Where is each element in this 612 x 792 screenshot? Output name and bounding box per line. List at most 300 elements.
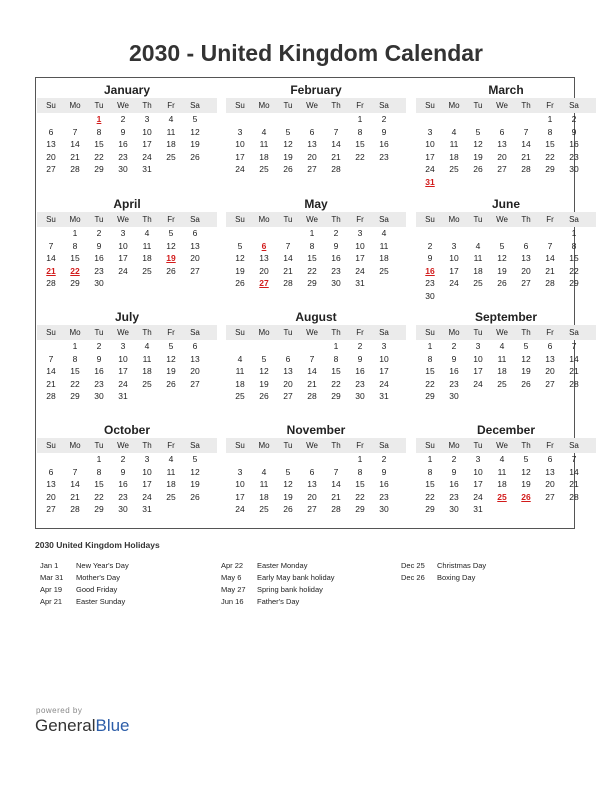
day-cell[interactable]: 2 bbox=[381, 454, 387, 464]
day-cell[interactable]: 1 bbox=[571, 228, 577, 238]
day-cell[interactable]: 15 bbox=[70, 253, 80, 263]
day-cell[interactable]: 17 bbox=[142, 139, 152, 149]
day-cell[interactable]: 17 bbox=[379, 366, 389, 376]
day-cell[interactable]: 5 bbox=[285, 126, 291, 137]
day-cell[interactable]: 26 bbox=[283, 164, 293, 174]
day-cell[interactable]: 13 bbox=[283, 366, 293, 376]
day-cell[interactable]: 23 bbox=[355, 378, 365, 389]
day-cell[interactable]: 7 bbox=[571, 341, 577, 351]
day-cell[interactable]: 14 bbox=[70, 139, 80, 149]
day-cell[interactable]: 17 bbox=[425, 151, 435, 162]
day-cell[interactable]: 20 bbox=[259, 265, 269, 276]
day-cell[interactable]: 1 bbox=[357, 454, 363, 464]
day-cell[interactable]: 13 bbox=[46, 479, 56, 489]
day-cell[interactable]: 1 bbox=[427, 341, 433, 351]
day-cell[interactable]: 27 bbox=[545, 378, 555, 389]
day-cell[interactable]: 8 bbox=[571, 240, 577, 251]
day-cell[interactable]: 22 bbox=[425, 378, 435, 389]
day-cell[interactable]: 25 bbox=[259, 164, 269, 174]
day-cell[interactable]: 16 bbox=[425, 265, 435, 276]
day-cell[interactable]: 7 bbox=[285, 240, 291, 251]
day-cell[interactable]: 13 bbox=[259, 253, 269, 263]
day-cell[interactable]: 29 bbox=[94, 164, 104, 174]
day-cell[interactable]: 8 bbox=[547, 126, 553, 137]
day-cell[interactable]: 17 bbox=[118, 366, 128, 376]
day-cell[interactable]: 21 bbox=[545, 265, 555, 276]
day-cell[interactable]: 26 bbox=[283, 504, 293, 514]
day-cell[interactable]: 25 bbox=[142, 265, 152, 276]
day-cell[interactable]: 24 bbox=[473, 491, 483, 502]
day-cell[interactable]: 7 bbox=[309, 353, 315, 364]
day-cell[interactable]: 5 bbox=[192, 454, 198, 464]
day-cell[interactable]: 2 bbox=[96, 228, 102, 238]
day-cell[interactable]: 19 bbox=[497, 265, 507, 276]
day-cell[interactable]: 15 bbox=[425, 366, 435, 376]
day-cell[interactable]: 6 bbox=[192, 228, 198, 238]
brand-logo[interactable] bbox=[35, 716, 130, 736]
day-cell[interactable]: 15 bbox=[545, 139, 555, 149]
day-cell[interactable]: 5 bbox=[192, 114, 198, 124]
day-cell[interactable]: 6 bbox=[261, 240, 267, 251]
day-cell[interactable]: 29 bbox=[425, 504, 435, 514]
day-cell[interactable]: 11 bbox=[497, 466, 507, 477]
day-cell[interactable]: 4 bbox=[475, 240, 481, 251]
day-cell[interactable]: 10 bbox=[118, 240, 128, 251]
day-cell[interactable]: 2 bbox=[571, 114, 577, 124]
day-cell[interactable]: 9 bbox=[451, 466, 457, 477]
day-cell[interactable]: 9 bbox=[427, 253, 433, 263]
day-cell[interactable]: 15 bbox=[569, 253, 579, 263]
day-cell[interactable]: 8 bbox=[427, 466, 433, 477]
day-cell[interactable]: 7 bbox=[523, 126, 529, 137]
day-cell[interactable]: 22 bbox=[94, 151, 104, 162]
day-cell[interactable]: 12 bbox=[259, 366, 269, 376]
day-cell[interactable]: 3 bbox=[237, 126, 243, 137]
day-cell[interactable]: 19 bbox=[190, 479, 200, 489]
day-cell[interactable]: 11 bbox=[449, 139, 459, 149]
day-cell[interactable]: 18 bbox=[473, 265, 483, 276]
day-cell[interactable]: 7 bbox=[48, 353, 54, 364]
day-cell[interactable]: 27 bbox=[259, 278, 269, 288]
day-cell[interactable]: 19 bbox=[283, 491, 293, 502]
day-cell[interactable]: 14 bbox=[331, 479, 341, 489]
day-cell[interactable]: 14 bbox=[46, 253, 56, 263]
day-cell[interactable]: 2 bbox=[333, 228, 339, 238]
day-cell[interactable]: 23 bbox=[569, 151, 579, 162]
day-cell[interactable]: 3 bbox=[144, 454, 150, 464]
day-cell[interactable]: 25 bbox=[235, 391, 245, 401]
day-cell[interactable]: 1 bbox=[72, 228, 78, 238]
day-cell[interactable]: 23 bbox=[379, 151, 389, 162]
day-cell[interactable]: 21 bbox=[70, 151, 80, 162]
day-cell[interactable]: 20 bbox=[307, 491, 317, 502]
day-cell[interactable]: 20 bbox=[545, 366, 555, 376]
day-cell[interactable]: 10 bbox=[473, 353, 483, 364]
day-cell[interactable]: 31 bbox=[473, 504, 483, 514]
day-cell[interactable]: 1 bbox=[547, 114, 553, 124]
day-cell[interactable]: 10 bbox=[235, 479, 245, 489]
day-cell[interactable]: 18 bbox=[497, 366, 507, 376]
day-cell[interactable]: 5 bbox=[475, 126, 481, 137]
day-cell[interactable]: 19 bbox=[166, 253, 176, 263]
day-cell[interactable]: 27 bbox=[190, 378, 200, 389]
day-cell[interactable]: 27 bbox=[190, 265, 200, 276]
day-cell[interactable]: 19 bbox=[473, 151, 483, 162]
day-cell[interactable]: 3 bbox=[475, 341, 481, 351]
day-cell[interactable]: 29 bbox=[425, 391, 435, 401]
day-cell[interactable]: 16 bbox=[569, 139, 579, 149]
day-cell[interactable]: 12 bbox=[473, 139, 483, 149]
day-cell[interactable]: 4 bbox=[144, 228, 150, 238]
day-cell[interactable]: 5 bbox=[237, 240, 243, 251]
day-cell[interactable]: 23 bbox=[449, 491, 459, 502]
day-cell[interactable]: 13 bbox=[545, 353, 555, 364]
day-cell[interactable]: 4 bbox=[144, 341, 150, 351]
day-cell[interactable]: 27 bbox=[521, 278, 531, 288]
day-cell[interactable]: 31 bbox=[355, 278, 365, 288]
day-cell[interactable]: 11 bbox=[259, 139, 269, 149]
day-cell[interactable]: 21 bbox=[283, 265, 293, 276]
day-cell[interactable]: 2 bbox=[451, 341, 457, 351]
day-cell[interactable]: 20 bbox=[497, 151, 507, 162]
day-cell[interactable]: 26 bbox=[235, 278, 245, 288]
day-cell[interactable]: 15 bbox=[425, 479, 435, 489]
day-cell[interactable]: 25 bbox=[449, 164, 459, 174]
day-cell[interactable]: 9 bbox=[120, 126, 126, 137]
day-cell[interactable]: 25 bbox=[473, 278, 483, 288]
day-cell[interactable]: 8 bbox=[357, 126, 363, 137]
day-cell[interactable]: 9 bbox=[381, 466, 387, 477]
day-cell[interactable]: 1 bbox=[96, 114, 102, 124]
day-cell[interactable]: 11 bbox=[166, 466, 176, 477]
day-cell[interactable]: 8 bbox=[333, 353, 339, 364]
day-cell[interactable]: 24 bbox=[235, 504, 245, 514]
day-cell[interactable]: 20 bbox=[190, 253, 200, 263]
day-cell[interactable]: 18 bbox=[142, 366, 152, 376]
day-cell[interactable]: 21 bbox=[307, 378, 317, 389]
day-cell[interactable]: 30 bbox=[449, 504, 459, 514]
day-cell[interactable]: 8 bbox=[96, 126, 102, 137]
day-cell[interactable]: 18 bbox=[142, 253, 152, 263]
day-cell[interactable]: 29 bbox=[70, 278, 80, 288]
day-cell[interactable]: 12 bbox=[521, 466, 531, 477]
day-cell[interactable]: 17 bbox=[235, 151, 245, 162]
day-cell[interactable]: 1 bbox=[427, 454, 433, 464]
day-cell[interactable]: 13 bbox=[497, 139, 507, 149]
day-cell[interactable]: 7 bbox=[571, 454, 577, 464]
day-cell[interactable]: 10 bbox=[473, 466, 483, 477]
day-cell[interactable]: 27 bbox=[545, 491, 555, 502]
day-cell[interactable]: 9 bbox=[96, 240, 102, 251]
day-cell[interactable]: 8 bbox=[357, 466, 363, 477]
day-cell[interactable]: 25 bbox=[166, 491, 176, 502]
day-cell[interactable]: 12 bbox=[166, 353, 176, 364]
day-cell[interactable]: 25 bbox=[142, 378, 152, 389]
day-cell[interactable]: 17 bbox=[235, 491, 245, 502]
day-cell[interactable]: 24 bbox=[142, 151, 152, 162]
day-cell[interactable]: 28 bbox=[521, 164, 531, 174]
day-cell[interactable]: 28 bbox=[283, 278, 293, 288]
day-cell[interactable]: 22 bbox=[307, 265, 317, 276]
day-cell[interactable]: 6 bbox=[547, 341, 553, 351]
day-cell[interactable]: 11 bbox=[142, 240, 152, 251]
day-cell[interactable]: 17 bbox=[355, 253, 365, 263]
day-cell[interactable]: 23 bbox=[425, 278, 435, 288]
day-cell[interactable]: 5 bbox=[168, 341, 174, 351]
day-cell[interactable]: 11 bbox=[166, 126, 176, 137]
day-cell[interactable]: 3 bbox=[237, 466, 243, 477]
day-cell[interactable]: 29 bbox=[331, 391, 341, 401]
day-cell[interactable]: 28 bbox=[70, 164, 80, 174]
day-cell[interactable]: 4 bbox=[499, 454, 505, 464]
day-cell[interactable]: 15 bbox=[307, 253, 317, 263]
day-cell[interactable]: 4 bbox=[237, 353, 243, 364]
day-cell[interactable]: 11 bbox=[142, 353, 152, 364]
day-cell[interactable]: 4 bbox=[381, 228, 387, 238]
day-cell[interactable]: 5 bbox=[523, 454, 529, 464]
day-cell[interactable]: 2 bbox=[120, 114, 126, 124]
day-cell[interactable]: 30 bbox=[331, 278, 341, 288]
day-cell[interactable]: 6 bbox=[523, 240, 529, 251]
day-cell[interactable]: 21 bbox=[46, 378, 56, 389]
day-cell[interactable]: 23 bbox=[379, 491, 389, 502]
day-cell[interactable]: 14 bbox=[46, 366, 56, 376]
day-cell[interactable]: 5 bbox=[523, 341, 529, 351]
day-cell[interactable]: 29 bbox=[70, 391, 80, 401]
day-cell[interactable]: 4 bbox=[261, 466, 267, 477]
day-cell[interactable]: 22 bbox=[355, 491, 365, 502]
day-cell[interactable]: 22 bbox=[355, 151, 365, 162]
day-cell[interactable]: 9 bbox=[571, 126, 577, 137]
day-cell[interactable]: 27 bbox=[307, 504, 317, 514]
day-cell[interactable]: 14 bbox=[331, 139, 341, 149]
day-cell[interactable]: 10 bbox=[142, 126, 152, 137]
day-cell[interactable]: 26 bbox=[521, 491, 531, 502]
day-cell[interactable]: 1 bbox=[96, 454, 102, 464]
day-cell[interactable]: 18 bbox=[259, 151, 269, 162]
day-cell[interactable]: 28 bbox=[331, 504, 341, 514]
day-cell[interactable]: 15 bbox=[70, 366, 80, 376]
day-cell[interactable]: 16 bbox=[379, 139, 389, 149]
day-cell[interactable]: 23 bbox=[331, 265, 341, 276]
day-cell[interactable]: 2 bbox=[451, 454, 457, 464]
day-cell[interactable]: 3 bbox=[381, 341, 387, 351]
day-cell[interactable]: 7 bbox=[333, 466, 339, 477]
day-cell[interactable]: 8 bbox=[96, 466, 102, 477]
day-cell[interactable]: 26 bbox=[497, 278, 507, 288]
day-cell[interactable]: 30 bbox=[118, 164, 128, 174]
day-cell[interactable]: 7 bbox=[72, 126, 78, 137]
day-cell[interactable]: 21 bbox=[569, 479, 579, 489]
day-cell[interactable]: 10 bbox=[118, 353, 128, 364]
day-cell[interactable]: 24 bbox=[425, 164, 435, 174]
day-cell[interactable]: 10 bbox=[355, 240, 365, 251]
day-cell[interactable]: 15 bbox=[355, 479, 365, 489]
day-cell[interactable]: 24 bbox=[142, 491, 152, 502]
day-cell[interactable]: 27 bbox=[283, 391, 293, 401]
day-cell[interactable]: 16 bbox=[118, 139, 128, 149]
day-cell[interactable]: 30 bbox=[94, 278, 104, 288]
day-cell[interactable]: 20 bbox=[307, 151, 317, 162]
day-cell[interactable]: 22 bbox=[545, 151, 555, 162]
day-cell[interactable]: 6 bbox=[48, 126, 54, 137]
day-cell[interactable]: 2 bbox=[120, 454, 126, 464]
day-cell[interactable]: 17 bbox=[449, 265, 459, 276]
day-cell[interactable]: 18 bbox=[497, 479, 507, 489]
day-cell[interactable]: 6 bbox=[309, 126, 315, 137]
day-cell[interactable]: 20 bbox=[46, 151, 56, 162]
day-cell[interactable]: 9 bbox=[120, 466, 126, 477]
day-cell[interactable]: 25 bbox=[259, 504, 269, 514]
day-cell[interactable]: 3 bbox=[357, 228, 363, 238]
day-cell[interactable]: 9 bbox=[333, 240, 339, 251]
day-cell[interactable]: 20 bbox=[46, 491, 56, 502]
day-cell[interactable]: 3 bbox=[120, 228, 126, 238]
day-cell[interactable]: 5 bbox=[261, 353, 267, 364]
day-cell[interactable]: 12 bbox=[190, 126, 200, 137]
day-cell[interactable]: 21 bbox=[46, 265, 56, 276]
day-cell[interactable]: 4 bbox=[451, 126, 457, 137]
day-cell[interactable]: 16 bbox=[118, 479, 128, 489]
day-cell[interactable]: 2 bbox=[96, 341, 102, 351]
day-cell[interactable]: 4 bbox=[499, 341, 505, 351]
day-cell[interactable]: 10 bbox=[425, 139, 435, 149]
day-cell[interactable]: 22 bbox=[94, 491, 104, 502]
day-cell[interactable]: 14 bbox=[545, 253, 555, 263]
day-cell[interactable]: 7 bbox=[48, 240, 54, 251]
day-cell[interactable]: 16 bbox=[355, 366, 365, 376]
day-cell[interactable]: 9 bbox=[357, 353, 363, 364]
day-cell[interactable]: 25 bbox=[379, 265, 389, 276]
day-cell[interactable]: 30 bbox=[379, 504, 389, 514]
day-cell[interactable]: 4 bbox=[168, 114, 174, 124]
day-cell[interactable]: 25 bbox=[497, 378, 507, 389]
day-cell[interactable]: 24 bbox=[449, 278, 459, 288]
day-cell[interactable]: 30 bbox=[94, 391, 104, 401]
day-cell[interactable]: 15 bbox=[94, 479, 104, 489]
day-cell[interactable]: 20 bbox=[190, 366, 200, 376]
day-cell[interactable]: 9 bbox=[381, 126, 387, 137]
day-cell[interactable]: 3 bbox=[427, 126, 433, 137]
day-cell[interactable]: 20 bbox=[521, 265, 531, 276]
day-cell[interactable]: 15 bbox=[331, 366, 341, 376]
day-cell[interactable]: 1 bbox=[72, 341, 78, 351]
day-cell[interactable]: 14 bbox=[569, 353, 579, 364]
day-cell[interactable]: 27 bbox=[307, 164, 317, 174]
day-cell[interactable]: 18 bbox=[449, 151, 459, 162]
day-cell[interactable]: 12 bbox=[235, 253, 245, 263]
day-cell[interactable]: 30 bbox=[449, 391, 459, 401]
day-cell[interactable]: 26 bbox=[521, 378, 531, 389]
day-cell[interactable]: 24 bbox=[473, 378, 483, 389]
day-cell[interactable]: 23 bbox=[449, 378, 459, 389]
day-cell[interactable]: 10 bbox=[449, 253, 459, 263]
day-cell[interactable]: 12 bbox=[190, 466, 200, 477]
day-cell[interactable]: 19 bbox=[166, 366, 176, 376]
day-cell[interactable]: 16 bbox=[449, 366, 459, 376]
day-cell[interactable]: 27 bbox=[497, 164, 507, 174]
day-cell[interactable]: 23 bbox=[94, 265, 104, 276]
day-cell[interactable]: 26 bbox=[473, 164, 483, 174]
day-cell[interactable]: 22 bbox=[331, 378, 341, 389]
day-cell[interactable]: 26 bbox=[190, 491, 200, 502]
day-cell[interactable]: 28 bbox=[545, 278, 555, 288]
day-cell[interactable]: 24 bbox=[235, 164, 245, 174]
day-cell[interactable]: 6 bbox=[48, 466, 54, 477]
day-cell[interactable]: 6 bbox=[285, 353, 291, 364]
day-cell[interactable]: 12 bbox=[166, 240, 176, 251]
day-cell[interactable]: 12 bbox=[283, 139, 293, 149]
day-cell[interactable]: 14 bbox=[307, 366, 317, 376]
day-cell[interactable]: 19 bbox=[190, 139, 200, 149]
day-cell[interactable]: 29 bbox=[307, 278, 317, 288]
day-cell[interactable]: 29 bbox=[355, 504, 365, 514]
day-cell[interactable]: 18 bbox=[235, 378, 245, 389]
day-cell[interactable]: 11 bbox=[379, 240, 389, 251]
day-cell[interactable]: 29 bbox=[94, 504, 104, 514]
day-cell[interactable]: 28 bbox=[70, 504, 80, 514]
day-cell[interactable]: 19 bbox=[521, 366, 531, 376]
day-cell[interactable]: 21 bbox=[331, 151, 341, 162]
day-cell[interactable]: 7 bbox=[547, 240, 553, 251]
day-cell[interactable]: 13 bbox=[521, 253, 531, 263]
day-cell[interactable]: 17 bbox=[473, 479, 483, 489]
day-cell[interactable]: 28 bbox=[46, 391, 56, 401]
day-cell[interactable]: 17 bbox=[473, 366, 483, 376]
day-cell[interactable]: 28 bbox=[569, 491, 579, 502]
day-cell[interactable]: 20 bbox=[545, 479, 555, 489]
day-cell[interactable]: 19 bbox=[521, 479, 531, 489]
day-cell[interactable]: 24 bbox=[118, 265, 128, 276]
day-cell[interactable]: 8 bbox=[427, 353, 433, 364]
day-cell[interactable]: 5 bbox=[168, 228, 174, 238]
day-cell[interactable]: 28 bbox=[331, 164, 341, 174]
day-cell[interactable]: 1 bbox=[309, 228, 315, 238]
day-cell[interactable]: 31 bbox=[118, 391, 128, 401]
day-cell[interactable]: 15 bbox=[355, 139, 365, 149]
day-cell[interactable]: 16 bbox=[94, 253, 104, 263]
day-cell[interactable]: 19 bbox=[235, 265, 245, 276]
day-cell[interactable]: 11 bbox=[497, 353, 507, 364]
day-cell[interactable]: 18 bbox=[379, 253, 389, 263]
day-cell[interactable]: 27 bbox=[46, 504, 56, 514]
day-cell[interactable]: 14 bbox=[70, 479, 80, 489]
day-cell[interactable]: 21 bbox=[70, 491, 80, 502]
day-cell[interactable]: 8 bbox=[72, 240, 78, 251]
day-cell[interactable]: 11 bbox=[235, 366, 245, 376]
day-cell[interactable]: 10 bbox=[235, 139, 245, 149]
day-cell[interactable]: 20 bbox=[283, 378, 293, 389]
day-cell[interactable]: 31 bbox=[425, 176, 435, 187]
day-cell[interactable]: 22 bbox=[425, 491, 435, 502]
day-cell[interactable]: 13 bbox=[307, 479, 317, 489]
day-cell[interactable]: 15 bbox=[94, 139, 104, 149]
day-cell[interactable]: 23 bbox=[118, 151, 128, 162]
day-cell[interactable]: 30 bbox=[569, 164, 579, 174]
day-cell[interactable]: 9 bbox=[451, 353, 457, 364]
day-cell[interactable]: 24 bbox=[118, 378, 128, 389]
day-cell[interactable]: 4 bbox=[261, 126, 267, 137]
day-cell[interactable]: 23 bbox=[94, 378, 104, 389]
day-cell[interactable]: 13 bbox=[190, 240, 200, 251]
day-cell[interactable]: 10 bbox=[142, 466, 152, 477]
day-cell[interactable]: 3 bbox=[451, 240, 457, 251]
day-cell[interactable]: 18 bbox=[166, 479, 176, 489]
day-cell[interactable]: 3 bbox=[120, 341, 126, 351]
day-cell[interactable]: 14 bbox=[569, 466, 579, 477]
day-cell[interactable]: 12 bbox=[521, 353, 531, 364]
day-cell[interactable]: 8 bbox=[309, 240, 315, 251]
